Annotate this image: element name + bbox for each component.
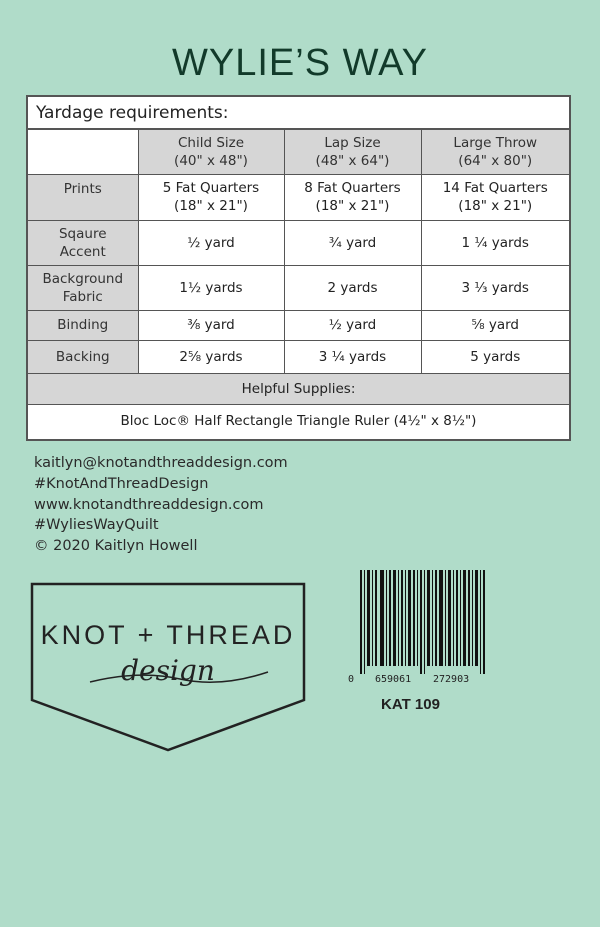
table-row xyxy=(28,340,569,373)
cell-line: 8 Fat Quarters xyxy=(304,180,401,196)
row-label-prints xyxy=(28,174,138,220)
contact-hashtag: #KnotAndThreadDesign xyxy=(34,475,209,492)
row-label-text: Fabric xyxy=(62,288,103,305)
logo-wordmark: KNOT + THREAD xyxy=(40,620,296,650)
table-row xyxy=(28,310,569,340)
table-cell: ½ yard xyxy=(138,220,284,265)
cell-line: (18" x 21") xyxy=(174,198,248,214)
yardage-heading: Yardage requirements: xyxy=(28,97,569,130)
row-label-text: Sqaure xyxy=(58,225,107,242)
barcode xyxy=(348,570,498,688)
sku-label: KAT 109 xyxy=(381,696,440,713)
col-header-large-throw xyxy=(421,130,569,174)
table-cell: ¾ yard xyxy=(284,220,421,265)
col-dims: (48" x 64") xyxy=(315,152,390,169)
table-cell: 3 ¼ yards xyxy=(284,340,421,373)
table-row xyxy=(28,174,569,220)
supplies-heading: Helpful Supplies: xyxy=(28,373,569,404)
col-header-child xyxy=(138,130,284,174)
supplies-item-row xyxy=(28,404,569,438)
table-cell: ½ yard xyxy=(284,310,421,340)
cell-line: 14 Fat Quarters xyxy=(442,180,548,196)
table-cell: 3 ⅓ yards xyxy=(421,265,569,310)
row-label-text: Background xyxy=(42,270,124,287)
size-header-row xyxy=(28,130,569,174)
table-cell: ⅝ yard xyxy=(421,310,569,340)
logo-script: design xyxy=(121,654,215,687)
table-cell: 1½ yards xyxy=(138,265,284,310)
row-label-backing: Backing xyxy=(28,340,138,373)
contact-website[interactable]: www.knotandthreaddesign.com xyxy=(34,496,264,513)
col-name: Lap Size xyxy=(324,134,381,151)
table-cell xyxy=(421,174,569,220)
table-cell: 1 ¼ yards xyxy=(421,220,569,265)
col-name: Large Throw xyxy=(453,134,538,151)
barcode-digit-group-1: 659061 xyxy=(375,674,412,685)
page-title: WYLIE’S WAY xyxy=(172,42,428,84)
copyright: © 2020 Kaitlyn Howell xyxy=(34,538,198,555)
supplies-heading-row xyxy=(28,373,569,404)
barcode-digit-lead: 0 xyxy=(348,674,355,685)
yardage-card xyxy=(26,95,571,441)
col-name: Child Size xyxy=(177,134,245,151)
cell-line: (18" x 21") xyxy=(458,198,533,214)
table-cell: 2 yards xyxy=(284,265,421,310)
table-cell xyxy=(138,174,284,220)
table-cell: 2⅝ yards xyxy=(138,340,284,373)
supplies-item: Bloc Loc® Half Rectangle Triangle Ruler (4½" x 8½") xyxy=(28,404,569,438)
table-row xyxy=(28,265,569,310)
col-dims: (64" x 80") xyxy=(458,152,533,169)
table-cell: ⅜ yard xyxy=(138,310,284,340)
corner-cell xyxy=(28,130,138,174)
contact-hashtag-quilt: #WyliesWayQuilt xyxy=(34,517,159,534)
contact-info xyxy=(34,453,288,557)
row-label-text: Accent xyxy=(59,243,106,260)
cell-line: (18" x 21") xyxy=(315,198,390,214)
col-header-lap xyxy=(284,130,421,174)
cell-line: 5 Fat Quarters xyxy=(162,180,260,196)
contact-email[interactable]: kaitlyn@knotandthreaddesign.com xyxy=(34,455,288,471)
table-cell xyxy=(284,174,421,220)
yardage-table xyxy=(28,130,569,438)
table-row xyxy=(28,220,569,265)
row-label-square-accent xyxy=(28,220,138,265)
table-cell: 5 yards xyxy=(421,340,569,373)
barcode-digit-group-2: 272903 xyxy=(433,674,470,685)
row-label-background-fabric xyxy=(28,265,138,310)
row-label-text: Prints xyxy=(63,181,102,197)
row-label-binding: Binding xyxy=(28,310,138,340)
col-dims: (40" x 48") xyxy=(174,152,248,169)
barcode-bars xyxy=(356,570,496,674)
brand-logo xyxy=(30,582,306,752)
